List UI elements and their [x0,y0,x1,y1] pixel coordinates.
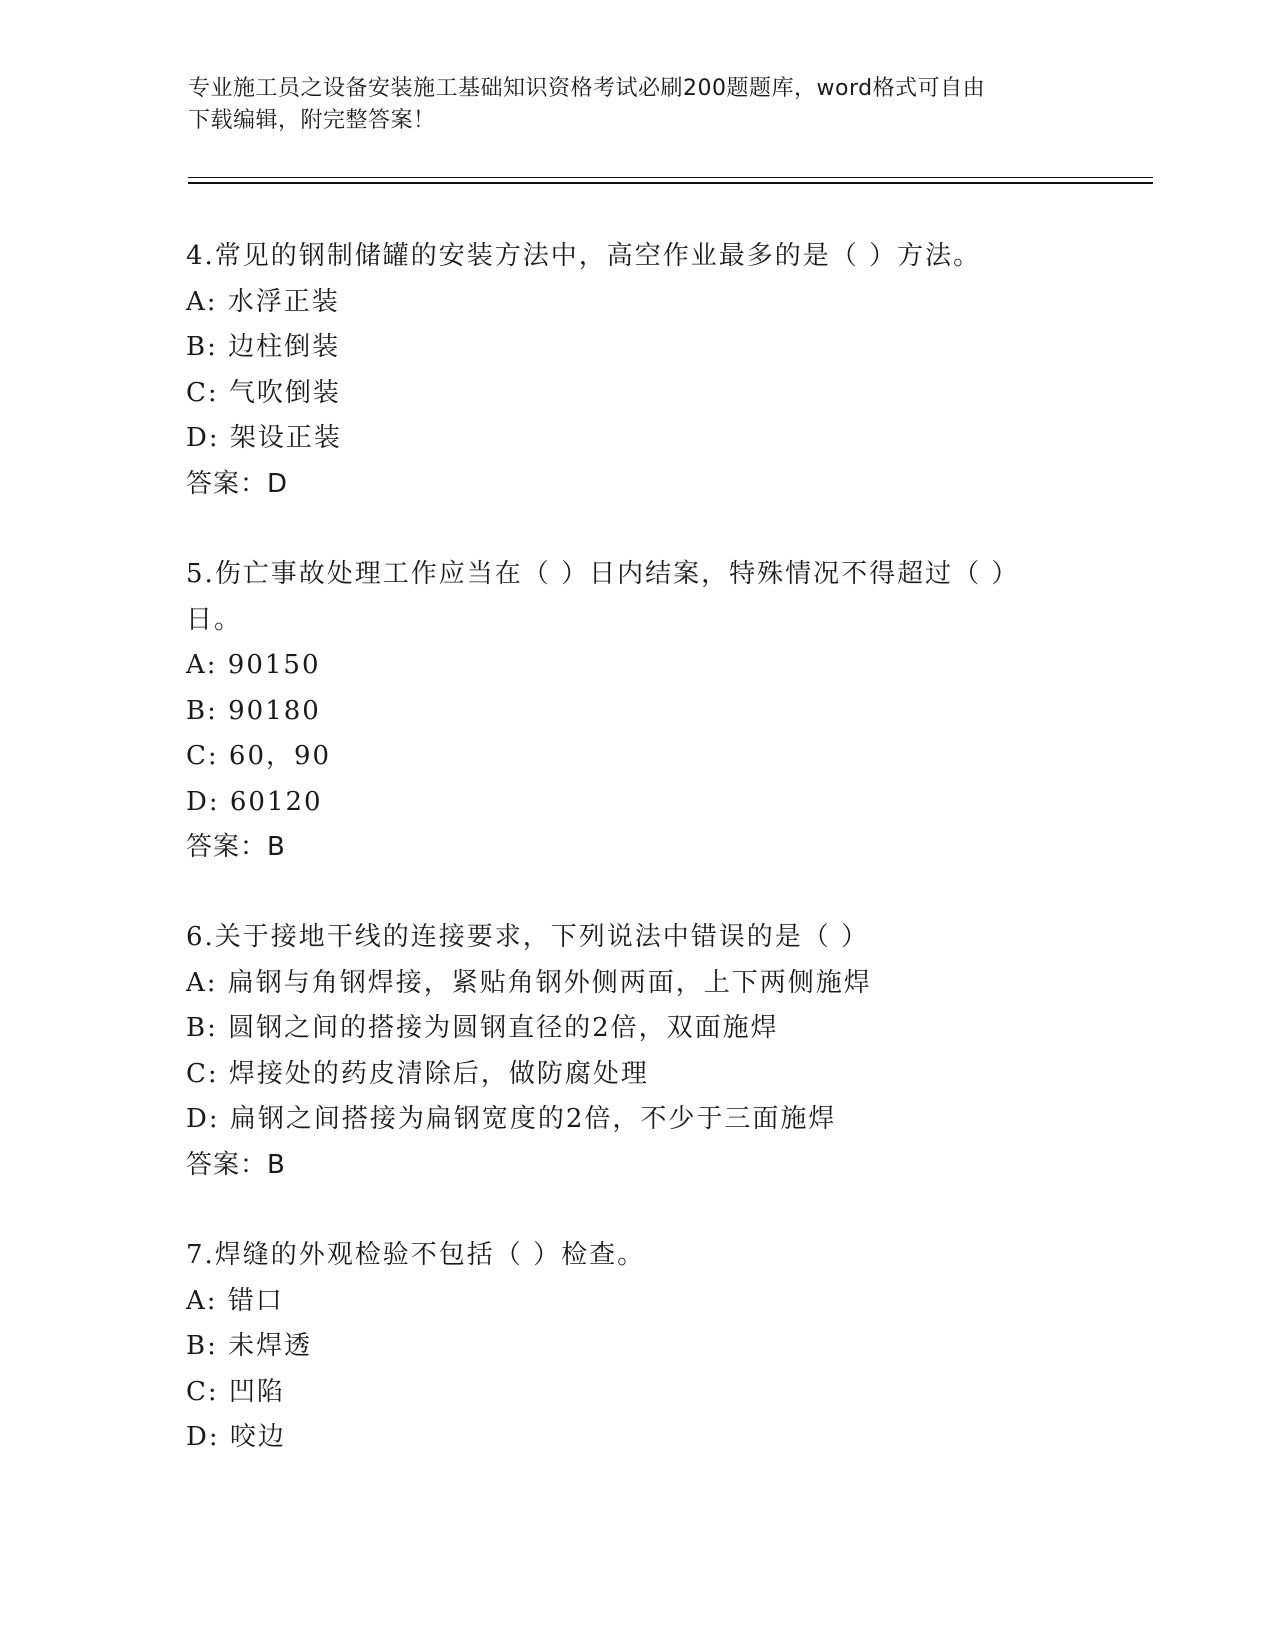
answer-line: 答案：B [186,832,286,862]
question-stem: 4.常见的钢制储罐的安装方法中，高空作业最多的是（ ）方法。 [186,241,982,271]
option-c: C: 凹陷 [186,1376,285,1407]
option-b: B: 90180 [186,695,321,726]
answer-line: 答案：B [186,1149,286,1180]
option-a: A: 错口 [186,1285,284,1316]
question-5 [186,552,1086,871]
option-d: D: 架设正装 [186,423,342,453]
option-c: C: 焊接处的药皮清除后，做防腐处理 [186,1058,649,1089]
answer-line: 答案：D [186,468,289,499]
header-divider-thin [188,177,1153,178]
question-stem: 5.伤亡事故处理工作应当在（ ）日内结案，特殊情况不得超过（ ） [186,559,1020,589]
header-line-1: 专业施工员之设备安装施工基础知识资格考试必刷200题题库，word格式可自由 [188,76,986,101]
document-header [188,73,1068,137]
option-a: A: 扁钢与角钢焊接，紧贴角钢外侧两面，上下两侧施焊 [186,967,872,998]
option-c: C: 气吹倒装 [186,377,341,408]
option-d: D: 扁钢之间搭接为扁钢宽度的2倍，不少于三面施焊 [186,1104,837,1134]
option-c: C: 60，90 [186,741,332,771]
question-stem: 7.焊缝的外观检验不包括（ ）检查。 [186,1240,646,1270]
question-7 [186,1233,1086,1461]
question-6 [186,915,1086,1188]
question-4 [186,234,1086,507]
option-b: B: 圆钢之间的搭接为圆钢直径的2倍，双面施焊 [186,1013,779,1043]
question-stem: 6.关于接地干线的连接要求，下列说法中错误的是（ ） [186,922,870,952]
option-d: D: 60120 [186,786,323,817]
header-line-2: 下载编辑，附完整答案！ [188,108,436,133]
option-a: A: 90150 [186,650,321,680]
option-b: B: 边柱倒装 [186,332,341,362]
option-d: D: 咬边 [186,1422,286,1452]
header-divider-thick [188,182,1153,184]
option-b: B: 未焊透 [186,1331,313,1361]
option-a: A: 水浮正装 [186,286,340,317]
question-stem-continued: 日。 [186,604,243,635]
